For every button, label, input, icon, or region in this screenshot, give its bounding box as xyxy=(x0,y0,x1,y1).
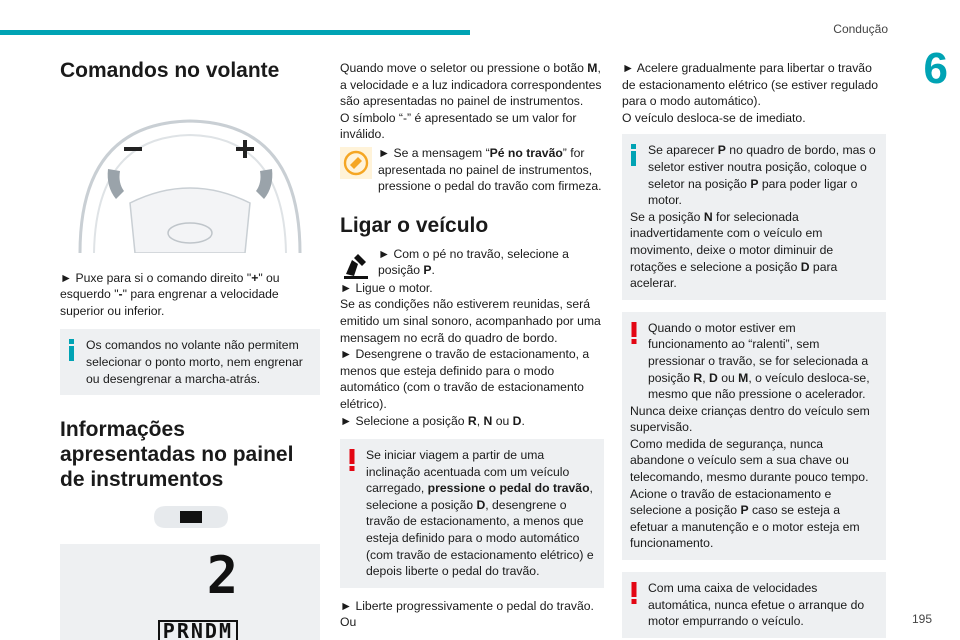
vehicle-moves-text: O veículo desloca-se de imediato. xyxy=(622,110,806,125)
start-step-5: ► Selecione a posição R, N ou D. xyxy=(340,413,525,428)
accelerate-step: ► Acelere gradualmente para libertar o travão de estacionamento elétrico (se estiver regulado para o modo automático). xyxy=(622,61,879,109)
paddle-instruction: ► Puxe para si o comando direito "+" ou esquerdo "-" para engrenar a velocidade superior ou inferior. xyxy=(60,270,280,318)
header-accent-bar xyxy=(0,30,470,35)
start-step-3: Se as condições não estiverem reunidas, será emitido um sinal sonoro, acompanhado por uma mensagem no ecrã do quadro de bordo. xyxy=(340,297,601,345)
column-3 xyxy=(622,60,886,640)
info-icon xyxy=(68,339,76,361)
brake-pedal-warning-icon xyxy=(340,147,372,179)
page-number: 195 xyxy=(911,612,932,626)
warning-note-incline: Se iniciar viagem a partir de uma inclinação acentuada com um veículo carregado, pressione o pedal do travão, selecione a posição D, desengrene o travão de estacionamento, a menos que esteja definido para o modo automático (com travão de estacionamento elétrico) e depois liberte o pedal do travão. xyxy=(340,439,604,588)
info-note-selector-p: Se aparecer P no quadro de bordo, mas o seletor estiver noutra posição, coloque o seletor na posição P para poder ligar o motor. Se a posição N for selecionada inadvertidamente com o veículo em movimento, deixe o motor diminuir de rotações e selecione a posição D para acelerar. xyxy=(622,134,886,299)
heading-steering-controls: Comandos no volante xyxy=(60,59,280,82)
warning-icon xyxy=(630,582,638,604)
column-2 xyxy=(340,60,604,631)
gear-indicator: 2 xyxy=(206,546,238,607)
start-step-2: ► Ligue o motor. xyxy=(340,280,433,295)
warning-icon xyxy=(348,449,356,471)
gear-selector-icon xyxy=(146,502,236,532)
warning-icon xyxy=(630,322,638,344)
release-brake-step: ► Liberte progressivamente o pedal do travão. xyxy=(340,598,594,613)
start-step-1: ► Com o pé no travão, selecione a posição P. xyxy=(340,246,604,280)
selector-paragraph: Quando move o seletor ou pressione o botão M, a velocidade e a luz indicadora correspondentes são apresentadas no painel de instrumentos. xyxy=(340,61,602,109)
info-icon xyxy=(630,144,638,166)
warning-note-idle: Quando o motor estiver em funcionamento ao “ralenti”, sem pressionar o travão, se for selecionada a posição R, D ou M, o veículo desloca-se, mesmo que não pressione o acelerador. Nunca deixe crianças dentro do veículo sem supervisão. Como medida de segurança, nunca abandone o veículo sem a sua chave ou telecomando, mesmo durante pouco tempo. Acione o travão de estacionamento e selecione a posição P caso se esteja a efetuar a manutenção e o motor esteja em funcionamento. xyxy=(622,312,886,560)
brake-message-instruction: ► Se a mensagem “Pé no travão” for apresentada no painel de instrumentos, pressione o pedal do travão com firmeza. xyxy=(340,145,604,195)
chapter-number: 6 xyxy=(923,44,948,93)
foot-on-brake-icon xyxy=(340,248,372,280)
invalid-symbol-paragraph: O símbolo “-” é apresentado se um valor for inválido. xyxy=(340,110,577,142)
heading-cluster-info: Informações apresentadas no painel de instrumentos xyxy=(60,418,294,492)
column-1 xyxy=(60,56,320,640)
warning-note-push-start: Com uma caixa de velocidades automática, nunca efetue o arranque do motor empurrando o veículo. xyxy=(622,572,886,638)
heading-start-vehicle: Ligar o veículo xyxy=(340,213,489,237)
info-note-paddles: Os comandos no volante não permitem selecionar o ponto morto, nem engrenar ou desengrenar a marcha-atrás. xyxy=(60,329,320,395)
steering-wheel-paddles-illustration xyxy=(60,103,320,253)
section-title: Condução xyxy=(833,22,888,36)
instrument-cluster-display xyxy=(60,544,320,640)
or-text: Ou xyxy=(340,615,357,630)
gear-modes-strip: PRNDM xyxy=(158,620,238,640)
start-step-4: ► Desengrene o travão de estacionamento, a menos que esteja definido para o modo automático (com o travão de estacionamento elétrico). xyxy=(340,347,590,411)
